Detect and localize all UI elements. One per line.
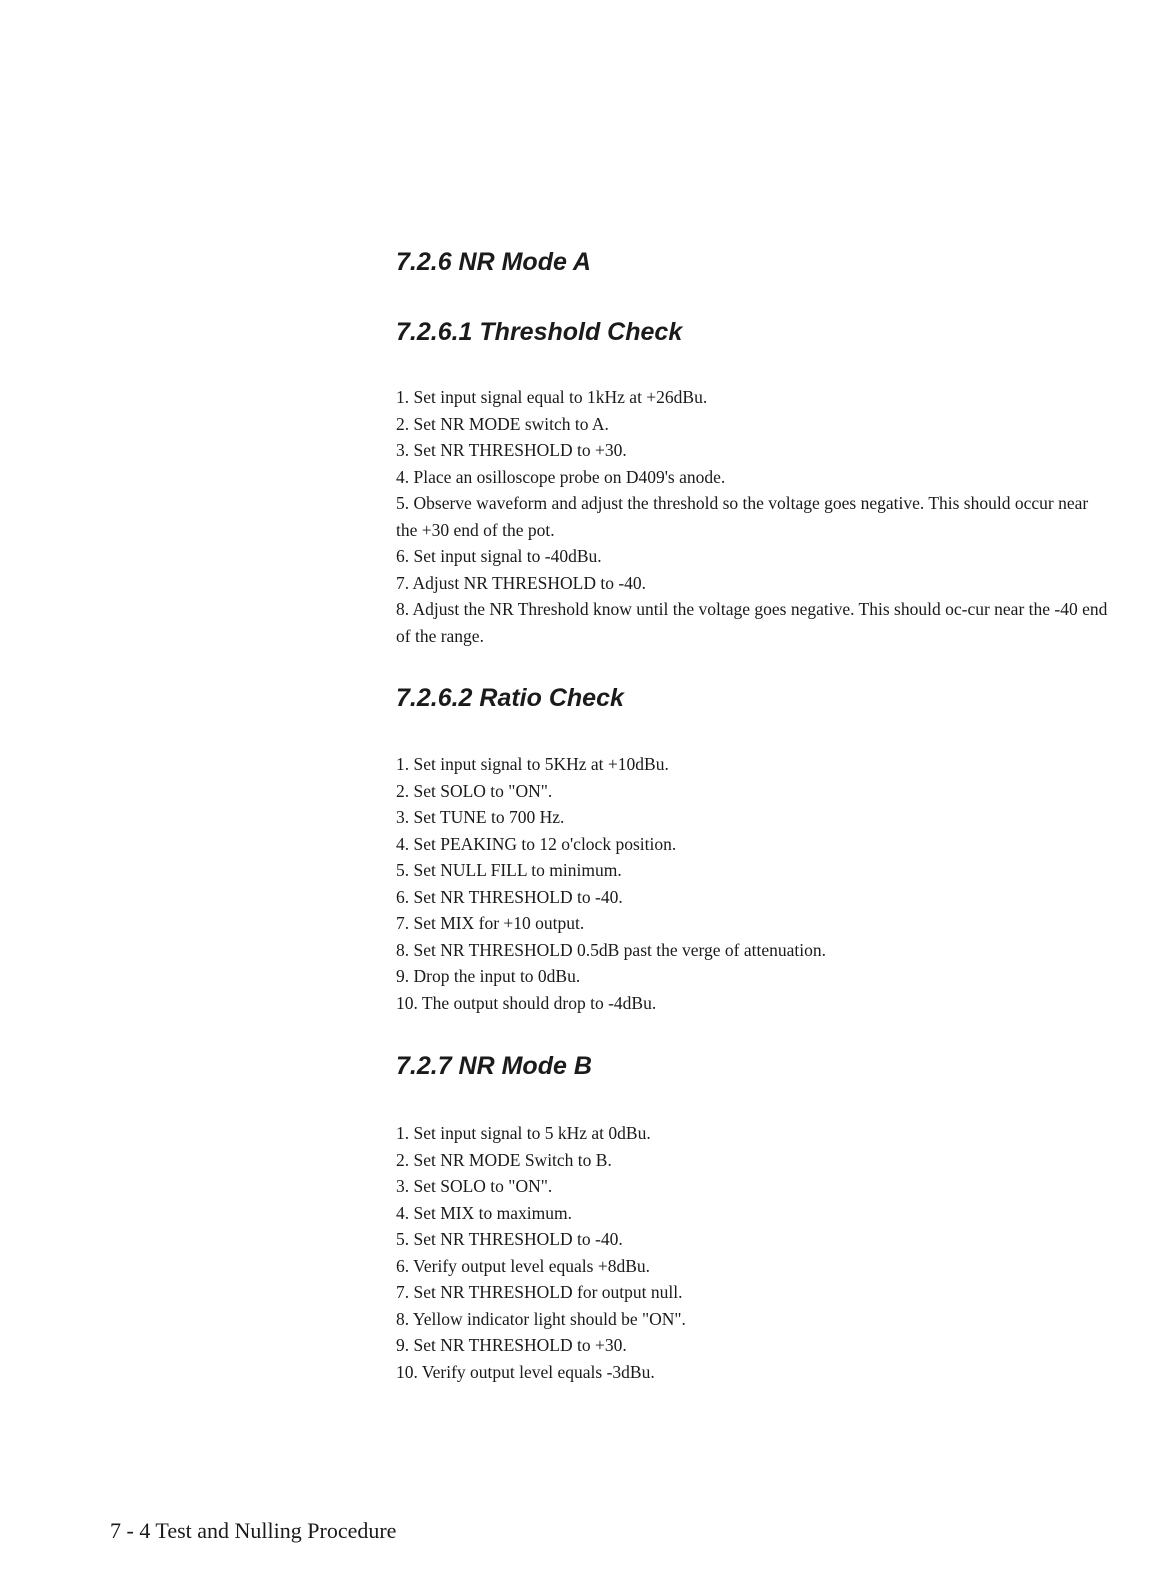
list-item: 8. Adjust the NR Threshold know until the voltage goes negative. This should oc-cur near the -40 end of the range. bbox=[396, 599, 1108, 646]
list-item: 7. Set MIX for +10 output. bbox=[396, 913, 585, 933]
section-heading-ratio-check: 7.2.6.2 Ratio Check bbox=[396, 684, 624, 712]
section-heading-threshold-check: 7.2.6.1 Threshold Check bbox=[396, 318, 683, 346]
list-item: 1. Set input signal equal to 1kHz at +26dBu. bbox=[396, 387, 708, 407]
list-item: 1. Set input signal to 5 kHz at 0dBu. bbox=[396, 1123, 651, 1143]
list-item: 7. Set NR THRESHOLD for output null. bbox=[396, 1282, 683, 1302]
section-heading-nr-mode-b: 7.2.7 NR Mode B bbox=[396, 1052, 592, 1080]
list-item: 5. Set NULL FILL to minimum. bbox=[396, 860, 622, 880]
page-footer: 7 - 4 Test and Nulling Procedure bbox=[110, 1518, 397, 1543]
list-item: 3. Set NR THRESHOLD to +30. bbox=[396, 440, 627, 460]
list-item: 10. Verify output level equals -3dBu. bbox=[396, 1361, 655, 1382]
list-item: 9. Set NR THRESHOLD to +30. bbox=[396, 1335, 627, 1355]
section-heading-nr-mode-a: 7.2.6 NR Mode A bbox=[396, 248, 591, 276]
list-item: 4. Set PEAKING to 12 o'clock position. bbox=[396, 833, 677, 854]
list-item: 3. Set SOLO to "ON". bbox=[396, 1176, 553, 1196]
list-item: 6. Set NR THRESHOLD to -40. bbox=[396, 886, 623, 907]
list-item: 9. Drop the input to 0dBu. bbox=[396, 966, 581, 986]
threshold-check-steps bbox=[396, 384, 1108, 649]
list-item: 8. Yellow indicator light should be "ON". bbox=[396, 1308, 686, 1329]
list-item: 8. Set NR THRESHOLD 0.5dB past the verge of attenuation. bbox=[396, 939, 826, 960]
list-item: 10. The output should drop to -4dBu. bbox=[396, 992, 657, 1013]
list-item: 2. Set NR MODE switch to A. bbox=[396, 413, 609, 434]
list-item: 5. Observe waveform and adjust the threshold so the voltage goes negative. This should occur near the +30 end of the pot. bbox=[396, 493, 1089, 540]
list-item: 4. Place an osilloscope probe on D409's anode. bbox=[396, 466, 726, 487]
list-item: 6. Set input signal to -40dBu. bbox=[396, 546, 602, 566]
list-item: 1. Set input signal to 5KHz at +10dBu. bbox=[396, 754, 669, 774]
nr-mode-b-steps bbox=[396, 1120, 1108, 1385]
list-item: 2. Set NR MODE Switch to B. bbox=[396, 1149, 612, 1170]
list-item: 2. Set SOLO to "ON". bbox=[396, 780, 553, 801]
list-item: 3. Set TUNE to 700 Hz. bbox=[396, 807, 565, 827]
ratio-check-steps bbox=[396, 751, 1108, 1016]
list-item: 7. Adjust NR THRESHOLD to -40. bbox=[396, 572, 647, 593]
list-item: 6. Verify output level equals +8dBu. bbox=[396, 1255, 651, 1276]
list-item: 5. Set NR THRESHOLD to -40. bbox=[396, 1229, 623, 1249]
list-item: 4. Set MIX to maximum. bbox=[396, 1202, 572, 1223]
